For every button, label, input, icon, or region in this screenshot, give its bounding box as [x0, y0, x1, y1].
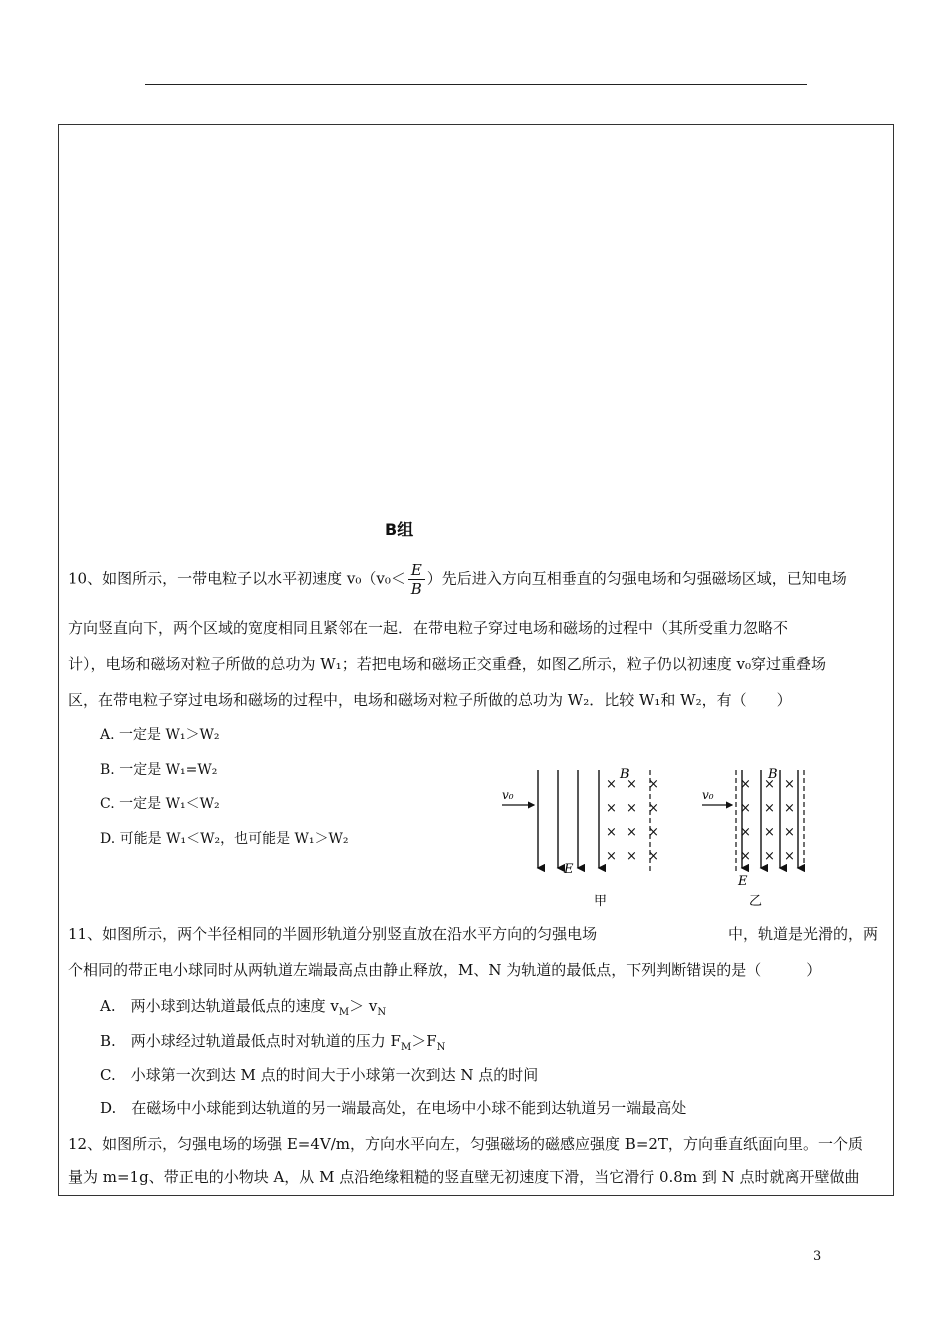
q12-line-2: 量为 m=1g、带正电的小物块 A，从 M 点沿绝缘粗糙的竖直壁无初速度下滑，当它滑行 0.8m 到 N 点时就离开壁做曲	[68, 1168, 860, 1186]
cross-mark: ×	[606, 801, 617, 816]
left-electric-field-lines	[538, 770, 599, 868]
q10-option-c: C. 一定是 W₁＜W₂	[100, 796, 220, 812]
cross-mark: ×	[764, 849, 775, 864]
header-rule	[145, 84, 807, 85]
cross-mark: ×	[740, 801, 751, 816]
cross-mark: ×	[626, 801, 637, 816]
cross-mark: ×	[626, 825, 637, 840]
q10-option-a: A. 一定是 W₁＞W₂	[100, 727, 220, 743]
cross-mark: ×	[784, 801, 795, 816]
left-e-label: E	[564, 862, 574, 877]
cross-mark: ×	[764, 825, 775, 840]
cross-mark: ×	[606, 825, 617, 840]
q10-line-1	[68, 561, 847, 598]
cross-mark: ×	[606, 777, 617, 792]
fraction-denominator: B	[410, 580, 422, 598]
cross-mark: ×	[784, 777, 795, 792]
caption-jia: 甲	[594, 894, 608, 909]
cross-mark: ×	[648, 801, 659, 816]
fraction-numerator: E	[408, 561, 425, 580]
page-number: 3	[813, 1249, 822, 1264]
q10-option-b: B. 一定是 W₁=W₂	[100, 762, 218, 778]
q11-option-d: D. 在磁场中小球能到达轨道的另一端最高处，在电场中小球不能到达轨道另一端最高处	[100, 1099, 687, 1117]
cross-mark: ×	[740, 849, 751, 864]
cross-mark: ×	[626, 777, 637, 792]
q10-text-before-fraction: 10、如图所示，一带电粒子以水平初速度 v₀（v₀＜	[68, 569, 406, 588]
q10-text-after-fraction: ）先后进入方向互相垂直的匀强电场和匀强磁场区域，已知电场	[426, 569, 847, 588]
caption-yi: 乙	[749, 894, 763, 909]
q10-line-3: 计），电场和磁场对粒子所做的总功为 W₁；若把电场和磁场正交重叠，如图乙所示，粒子仍以初速度 v₀穿过重叠场	[68, 655, 826, 673]
group-title: B组	[385, 520, 414, 539]
left-v0-label: v₀	[502, 788, 514, 802]
q12-line-1: 12、如图所示，匀强电场的场强 E=4V/m，方向水平向左，匀强磁场的磁感应强度 B=2T，方向垂直纸面向里。一个质	[68, 1135, 863, 1153]
right-e-label: E	[738, 874, 748, 889]
cross-mark: ×	[648, 825, 659, 840]
cross-mark: ×	[764, 777, 775, 792]
right-cross-marks	[740, 777, 795, 864]
left-b-label: B	[620, 767, 630, 782]
cross-mark: ×	[606, 849, 617, 864]
right-v0-label: v₀	[702, 788, 714, 802]
right-b-label: B	[768, 767, 778, 782]
cross-mark: ×	[784, 825, 795, 840]
q11-line-2: 个相同的带正电小球同时从两轨道左端最高点由静止释放，M、N 为轨道的最低点，下列判断错误的是（ ）	[68, 961, 822, 979]
fraction-e-over-b	[408, 561, 425, 598]
q11-option-a: A. 两小球到达轨道最低点的速度 $v_M> v_N$	[100, 997, 387, 1018]
q11-option-c: C. 小球第一次到达 M 点的时间大于小球第一次到达 N 点的时间	[100, 1066, 539, 1084]
cross-mark: ×	[740, 825, 751, 840]
left-cross-marks	[606, 777, 659, 864]
cross-mark: ×	[740, 777, 751, 792]
q10-line-4: 区，在带电粒子穿过电场和磁场的过程中，电场和磁场对粒子所做的总功为 W₂．比较 W₁和 W₂，有（ ）	[68, 691, 792, 709]
cross-mark: ×	[648, 777, 659, 792]
field-diagram	[498, 765, 818, 915]
q10-line-2: 方向竖直向下，两个区域的宽度相同且紧邻在一起．在带电粒子穿过电场和磁场的过程中（其所受重力忽略不	[68, 619, 789, 637]
cross-mark: ×	[784, 849, 795, 864]
q10-option-d: D. 可能是 W₁＜W₂，也可能是 W₁＞W₂	[100, 831, 349, 847]
cross-mark: ×	[764, 801, 775, 816]
q11-line-1: 11、如图所示，两个半径相同的半圆形轨道分别竖直放在沿水平方向的匀强电场	[68, 925, 598, 943]
cross-mark: ×	[648, 849, 659, 864]
q11-line-1-right: 中，轨道是光滑的，两	[728, 925, 879, 943]
cross-mark: ×	[626, 849, 637, 864]
q11-option-b: B. 两小球经过轨道最低点时对轨道的压力 $F_M>F_N$	[100, 1032, 446, 1053]
